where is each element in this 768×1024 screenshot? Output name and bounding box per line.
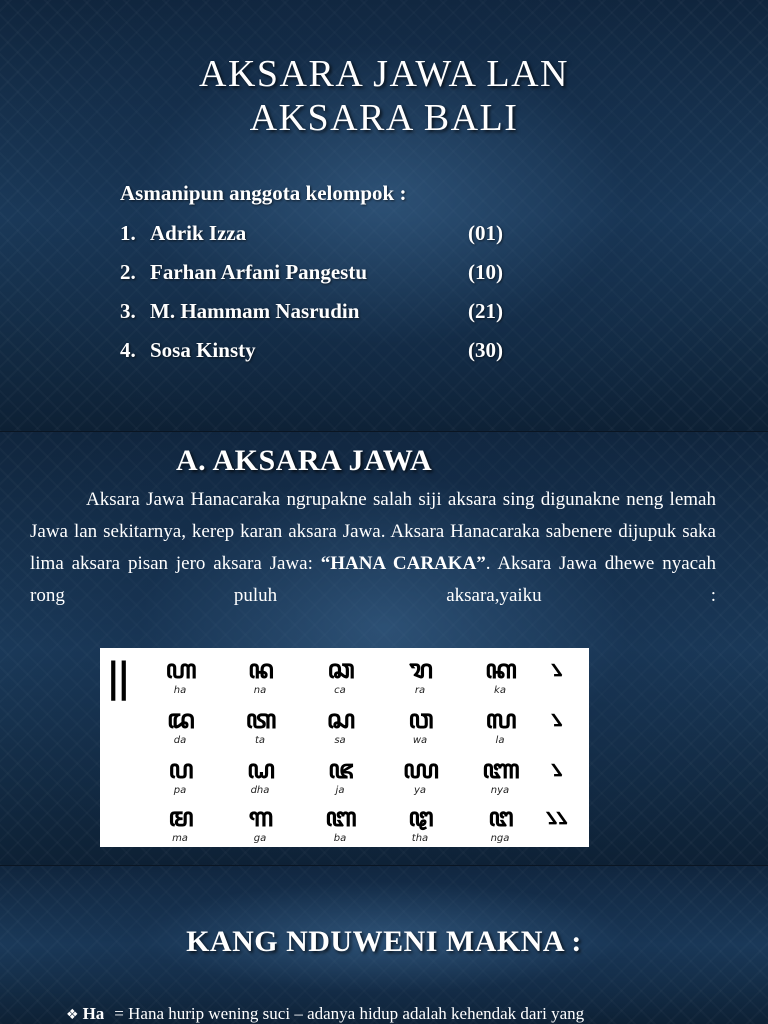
meaning-label: Ha bbox=[82, 1004, 105, 1023]
aksara-glyph: ꦱ bbox=[326, 705, 354, 735]
aksara-cell bbox=[140, 654, 220, 696]
slide-title-heading bbox=[0, 52, 768, 140]
aksara-cell bbox=[300, 802, 380, 844]
paragraph-emphasis: “HANA CARAKA” bbox=[320, 553, 486, 574]
member-code: (01) bbox=[468, 221, 503, 245]
aksara-glyph: ꦫ bbox=[409, 655, 431, 685]
member-list-intro: Asmanipun anggota kelompok : bbox=[120, 181, 407, 205]
aksara-glyph: ꦏ bbox=[485, 655, 515, 685]
member-code: (30) bbox=[468, 338, 503, 362]
aksara-cell bbox=[300, 704, 380, 746]
aksara-glyph: ꦠ bbox=[245, 705, 275, 735]
member-number: 4. bbox=[120, 338, 136, 362]
aksara-glyph: ꦒ bbox=[248, 803, 272, 833]
member-row bbox=[120, 292, 540, 331]
aksara-row bbox=[140, 654, 574, 696]
paragraph-text-end: . Aksara Jawa dhewe nyacah rong puluh aksara,yaiku : bbox=[30, 553, 716, 606]
aksara-latin-label: ya bbox=[413, 785, 427, 796]
slide-heading: KANG NDUWENI MAKNA : bbox=[186, 925, 582, 958]
aksara-cell bbox=[140, 704, 220, 746]
aksara-cell bbox=[300, 754, 380, 796]
aksara-glyph: ꦭ bbox=[485, 705, 515, 735]
member-row bbox=[120, 253, 540, 292]
aksara-glyph: ꦚ bbox=[482, 755, 518, 785]
aksara-latin-label: na bbox=[253, 685, 267, 696]
aksara-cell bbox=[380, 654, 460, 696]
aksara-cell bbox=[460, 802, 540, 844]
aksara-cell bbox=[460, 654, 540, 696]
aksara-glyph: ꦢ bbox=[167, 705, 193, 735]
aksara-cell bbox=[140, 802, 220, 844]
aksara-glyph: ꦛ bbox=[408, 803, 432, 833]
aksara-glyph: ꦗ bbox=[328, 755, 352, 785]
aksara-latin-label: ra bbox=[414, 685, 426, 696]
aksara-latin-label: ga bbox=[253, 833, 267, 844]
meaning-item bbox=[66, 1002, 756, 1024]
slide-makna bbox=[0, 866, 768, 1024]
aksara-latin-label: ha bbox=[173, 685, 187, 696]
aksara-glyph: ꦲ bbox=[165, 655, 195, 685]
member-name: Adrik Izza bbox=[150, 221, 247, 245]
aksara-latin-label: tha bbox=[411, 833, 429, 844]
slide-heading: A. AKSARA JAWA bbox=[176, 444, 433, 477]
aksara-row bbox=[140, 754, 574, 796]
aksara-latin-label: wa bbox=[412, 735, 428, 746]
aksara-cell bbox=[220, 704, 300, 746]
aksara-latin-label: ka bbox=[494, 685, 506, 696]
title-line-1: AKSARA JAWA LAN bbox=[199, 53, 569, 95]
aksara-latin-label: ta bbox=[254, 735, 266, 746]
member-name: Farhan Arfani Pangestu bbox=[150, 260, 368, 284]
aksara-row bbox=[140, 802, 574, 844]
aksara-latin-label: da bbox=[173, 735, 187, 746]
member-code: (10) bbox=[468, 260, 503, 284]
title-line-2: AKSARA BALI bbox=[249, 97, 519, 139]
aksara-glyph: ꦧ bbox=[325, 803, 355, 833]
meaning-text: = Hana hurip wening suci – adanya hidup adalah kehendak dari yang bbox=[114, 1004, 585, 1023]
member-row bbox=[120, 214, 540, 253]
aksara-latin-label: ca bbox=[334, 685, 346, 696]
aksara-latin-label: dha bbox=[250, 785, 270, 796]
aksara-latin-label: nga bbox=[490, 833, 510, 844]
aksara-glyph: ꦕ bbox=[327, 655, 353, 685]
aksara-row-end-mark: ꧈ bbox=[551, 657, 563, 682]
aksara-glyph: ꦝ bbox=[247, 755, 273, 785]
member-row bbox=[120, 331, 540, 370]
member-number: 2. bbox=[120, 260, 136, 284]
aksara-row bbox=[140, 704, 574, 746]
aksara-cell bbox=[220, 802, 300, 844]
aksara-latin-label: sa bbox=[334, 735, 346, 746]
member-code: (21) bbox=[468, 299, 503, 323]
aksara-chart-image bbox=[100, 648, 589, 847]
aksara-opening-mark: || bbox=[106, 654, 128, 701]
aksara-cell bbox=[300, 654, 380, 696]
aksara-cell bbox=[220, 654, 300, 696]
member-name: M. Hammam Nasrudin bbox=[150, 299, 360, 323]
aksara-latin-label: ma bbox=[172, 833, 188, 844]
aksara-cell bbox=[460, 704, 540, 746]
aksara-row-end-mark: ꧈ bbox=[551, 757, 563, 782]
aksara-cell bbox=[140, 754, 220, 796]
aksara-cell bbox=[380, 704, 460, 746]
aksara-cell bbox=[460, 754, 540, 796]
member-name: Sosa Kinsty bbox=[150, 338, 256, 362]
aksara-glyph: ꦔ bbox=[488, 803, 512, 833]
aksara-row-end-mark: ꧈ bbox=[551, 707, 563, 732]
member-number: 3. bbox=[120, 299, 136, 323]
aksara-latin-label: ba bbox=[333, 833, 347, 844]
aksara-cell bbox=[380, 802, 460, 844]
aksara-row-end-mark: ꧈꧈ bbox=[546, 805, 568, 830]
slide-title bbox=[0, 0, 768, 432]
aksara-latin-label: nya bbox=[490, 785, 510, 796]
aksara-latin-label: la bbox=[495, 735, 505, 746]
aksara-glyph: ꦪ bbox=[403, 755, 437, 785]
aksara-cell bbox=[380, 754, 460, 796]
paragraph-text: Aksara Jawa Hanacaraka ngrupakne salah siji aksara sing digunakne neng lemah Jawa lan sekitarnya, kerep karan aksara Jawa. Aksara Hanacaraka sabenere dijupuk saka lima aksara pisan jero aksara Jawa: bbox=[30, 489, 716, 574]
member-number: 1. bbox=[120, 221, 136, 245]
aksara-glyph: ꦤ bbox=[248, 655, 272, 685]
aksara-latin-label: ja bbox=[335, 785, 345, 796]
aksara-glyph: ꦮ bbox=[408, 705, 432, 735]
member-list bbox=[120, 176, 540, 370]
diamond-bullet-icon: ❖ bbox=[66, 1007, 79, 1023]
slide-aksara-jawa bbox=[0, 432, 768, 866]
aksara-glyph: ꦥ bbox=[168, 755, 192, 785]
aksara-latin-label: pa bbox=[173, 785, 187, 796]
aksara-glyph: ꦩ bbox=[168, 803, 192, 833]
aksara-cell bbox=[220, 754, 300, 796]
intro-paragraph bbox=[30, 484, 716, 612]
